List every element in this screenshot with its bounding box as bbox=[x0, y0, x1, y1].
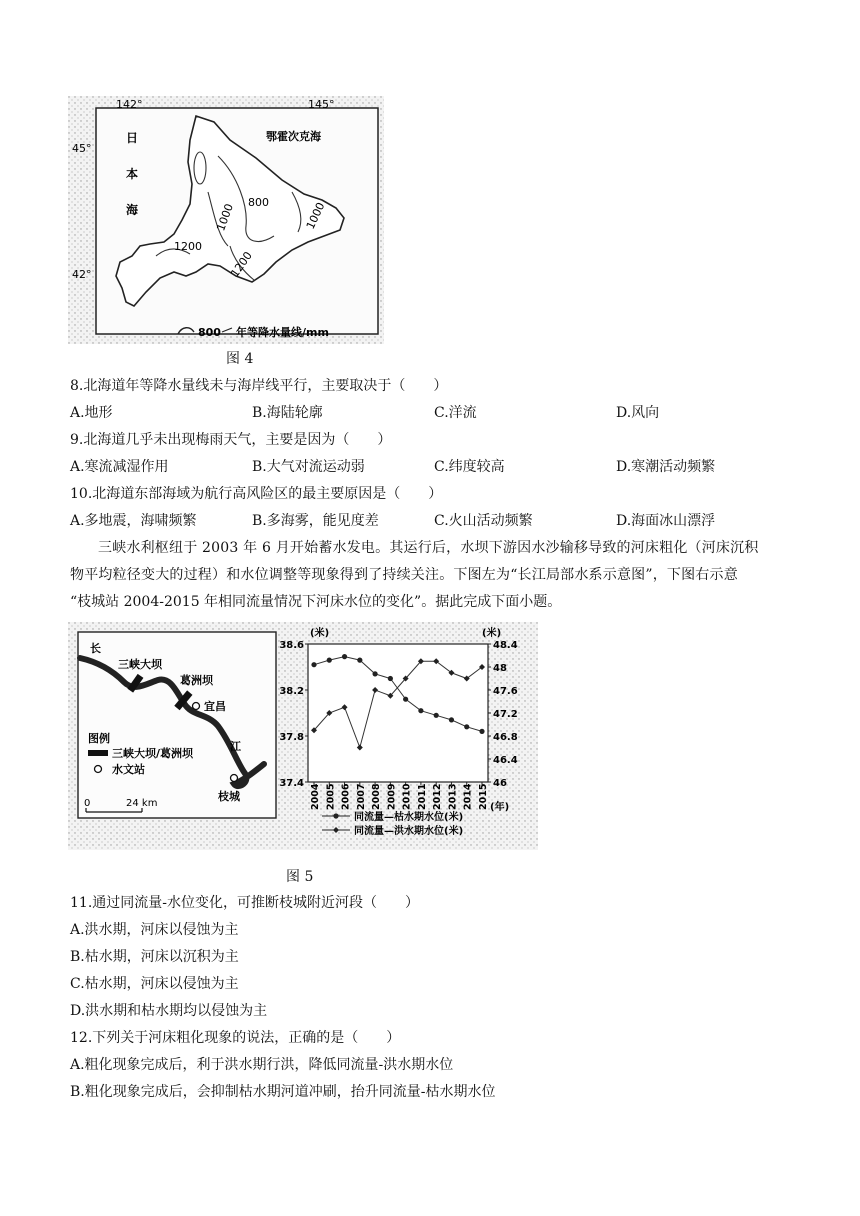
question-8-option-d[interactable]: D.风向 bbox=[616, 405, 660, 421]
river-map-frame bbox=[78, 632, 276, 818]
question-11-option-a[interactable]: A.洪水期，河床以侵蚀为主 bbox=[70, 922, 239, 938]
legend-dam-symbol bbox=[88, 750, 108, 756]
right-axis-tick-label: 48 bbox=[493, 663, 507, 674]
x-axis-tick-label: 2005 bbox=[325, 783, 337, 810]
x-axis-tick-label: 2009 bbox=[386, 783, 398, 810]
river-char-chang: 长 bbox=[90, 642, 101, 655]
left-axis-tick-label: 37.4 bbox=[279, 778, 304, 789]
question-10-option-c[interactable]: C.火山活动频繁 bbox=[434, 513, 533, 529]
question-10-stem: 10.北海道东部海域为航行高风险区的最主要原因是（ ） bbox=[70, 486, 443, 502]
question-12-stem: 12.下列关于河床粗化现象的说法，正确的是（ ） bbox=[70, 1030, 401, 1046]
series-1-point bbox=[418, 708, 423, 713]
lon-label-142: 142° bbox=[116, 98, 143, 111]
series-1-point bbox=[479, 729, 484, 734]
zhicheng-station-icon bbox=[231, 775, 238, 782]
question-9-option-d[interactable]: D.寒潮活动频繁 bbox=[616, 459, 716, 475]
legend-label-1: 同流量—枯水期水位(米) bbox=[354, 812, 464, 823]
question-9-stem: 9.北海道几乎未出现梅雨天气，主要是因为（ ） bbox=[70, 432, 392, 448]
question-10-option-b[interactable]: B.多海雾，能见度差 bbox=[252, 513, 379, 529]
question-8-option-a[interactable]: A.地形 bbox=[70, 405, 113, 421]
right-axis-tick-label: 47.6 bbox=[493, 686, 518, 697]
question-10-option-a[interactable]: A.多地震，海啸频繁 bbox=[70, 513, 197, 529]
question-12-option-b[interactable]: B.粗化现象完成后，会抑制枯水期河道冲刷，抬升同流量-枯水期水位 bbox=[70, 1084, 496, 1100]
sea-okhotsk-label: 鄂霍次克海 bbox=[266, 130, 321, 143]
zhicheng-station-label: 枝城 bbox=[218, 790, 240, 803]
series-1-point bbox=[342, 654, 347, 659]
left-axis-tick-label: 37.8 bbox=[279, 732, 304, 743]
plot-area bbox=[308, 644, 488, 782]
passage-line-2: 物平均粒径变大的过程）和水位调整等现象得到了持续关注。下图左为“长江局部水系示意图”，下图右示意 bbox=[70, 567, 738, 583]
left-axis-tick-label: 38.2 bbox=[279, 686, 304, 697]
x-axis-tick-label: 2012 bbox=[432, 783, 444, 810]
series-1-point bbox=[372, 671, 377, 676]
x-axis-tick-label: 2007 bbox=[355, 783, 367, 810]
question-9-option-c[interactable]: C.纬度较高 bbox=[434, 459, 505, 475]
left-axis-unit: (米) bbox=[310, 628, 330, 639]
legend-dam-label: 三峡大坝/葛洲坝 bbox=[112, 747, 194, 760]
yichang-station-label: 宜昌 bbox=[204, 700, 226, 713]
river-legend-title: 图例 bbox=[88, 732, 110, 745]
legend-station-icon bbox=[95, 766, 102, 773]
sea-japan-char-2: 本 bbox=[126, 167, 139, 181]
series-1-point bbox=[357, 658, 362, 663]
question-11-option-d[interactable]: D.洪水期和枯水期均以侵蚀为主 bbox=[70, 1003, 268, 1019]
x-axis-tick-label: 2004 bbox=[310, 783, 321, 810]
series-1-point bbox=[311, 662, 316, 667]
yichang-station-icon bbox=[193, 703, 200, 710]
right-axis-tick-label: 46 bbox=[493, 778, 507, 789]
question-11-option-b[interactable]: B.枯水期，河床以沉积为主 bbox=[70, 949, 239, 965]
series-1-point bbox=[434, 713, 439, 718]
question-11-option-c[interactable]: C.枯水期，河床以侵蚀为主 bbox=[70, 976, 239, 992]
river-char-jiang: 江 bbox=[230, 740, 241, 753]
question-9-option-b[interactable]: B.大气对流运动弱 bbox=[252, 459, 365, 475]
sea-japan-char-3: 海 bbox=[126, 203, 139, 217]
right-axis-tick-label: 46.8 bbox=[493, 732, 518, 743]
question-11-stem: 11.通过同流量-水位变化，可推断枝城附近河段（ ） bbox=[70, 895, 419, 911]
series-1-point bbox=[388, 676, 393, 681]
isoline-label-1200-south: 1200 bbox=[228, 249, 255, 280]
isoline-label-1200-west: 1200 bbox=[174, 240, 202, 253]
figure-5-river-map bbox=[68, 622, 282, 850]
figure-5-water-level-chart bbox=[278, 622, 538, 850]
figure-4-map bbox=[68, 96, 384, 344]
scale-zero: 0 bbox=[84, 798, 91, 809]
gezhouba-dam-label: 葛洲坝 bbox=[180, 674, 213, 687]
question-10-option-d[interactable]: D.海面冰山漂浮 bbox=[616, 513, 716, 529]
lat-label-45: 45° bbox=[72, 142, 92, 155]
x-axis-tick-label: 2014 bbox=[462, 783, 474, 810]
series-1-point bbox=[449, 717, 454, 722]
right-axis-tick-label: 46.4 bbox=[493, 755, 518, 766]
right-axis-tick-label: 48.4 bbox=[493, 640, 518, 651]
question-8-stem: 8.北海道年等降水量线未与海岸线平行，主要取决于（ ） bbox=[70, 378, 448, 394]
sanxia-dam-label: 三峡大坝 bbox=[118, 658, 162, 671]
lon-label-145: 145° bbox=[308, 98, 335, 111]
isoline-label-800: 800 bbox=[248, 196, 269, 209]
series-1-point bbox=[327, 658, 332, 663]
right-axis-unit: (米) bbox=[482, 628, 502, 639]
right-axis-tick-label: 47.2 bbox=[493, 709, 518, 720]
question-8-option-c[interactable]: C.洋流 bbox=[434, 405, 477, 421]
x-axis-unit: (年) bbox=[490, 802, 510, 813]
passage-line-3: “枝城站 2004-2015 年相同流量情况下河床水位的变化”。据此完成下面小题。 bbox=[70, 594, 562, 610]
lat-label-42: 42° bbox=[72, 268, 92, 281]
series-1-point bbox=[403, 697, 408, 702]
x-axis-tick-label: 2015 bbox=[478, 783, 489, 810]
x-axis-tick-label: 2006 bbox=[340, 783, 352, 810]
isoline-label-1000-west: 1000 bbox=[214, 201, 236, 233]
question-12-option-a[interactable]: A.粗化现象完成后，利于洪水期行洪，降低同流量-洪水期水位 bbox=[70, 1057, 454, 1073]
sea-japan-char-1: 日 bbox=[126, 131, 139, 145]
x-axis-tick-label: 2011 bbox=[416, 783, 428, 810]
left-axis-tick-label: 38.6 bbox=[279, 640, 304, 651]
question-8-option-b[interactable]: B.海陆轮廓 bbox=[252, 405, 323, 421]
x-axis-tick-label: 2010 bbox=[401, 783, 413, 810]
legend-label-2: 同流量—洪水期水位(米) bbox=[354, 826, 464, 837]
scale-length: 24 km bbox=[126, 798, 158, 809]
legend-marker-1 bbox=[333, 813, 338, 818]
legend-station-label: 水文站 bbox=[112, 763, 145, 776]
isoline-label-1000-east: 1000 bbox=[303, 200, 328, 232]
series-1-point bbox=[464, 724, 469, 729]
question-9-option-a[interactable]: A.寒流减湿作用 bbox=[70, 459, 169, 475]
figure-5-caption: 图 5 bbox=[286, 869, 314, 885]
passage-line-1: 三峡水利枢纽于 2003 年 6 月开始蓄水发电。其运行后，水坝下游因水沙输移导致的河床粗化（河床沉积 bbox=[98, 540, 759, 556]
legend-isoline-text: 年等降水量线/mm bbox=[236, 326, 329, 339]
x-axis-tick-label: 2013 bbox=[447, 783, 459, 810]
legend-isoline-value: 800 bbox=[198, 326, 221, 339]
figure-4-caption: 图 4 bbox=[226, 351, 254, 367]
x-axis-tick-label: 2008 bbox=[371, 783, 383, 810]
